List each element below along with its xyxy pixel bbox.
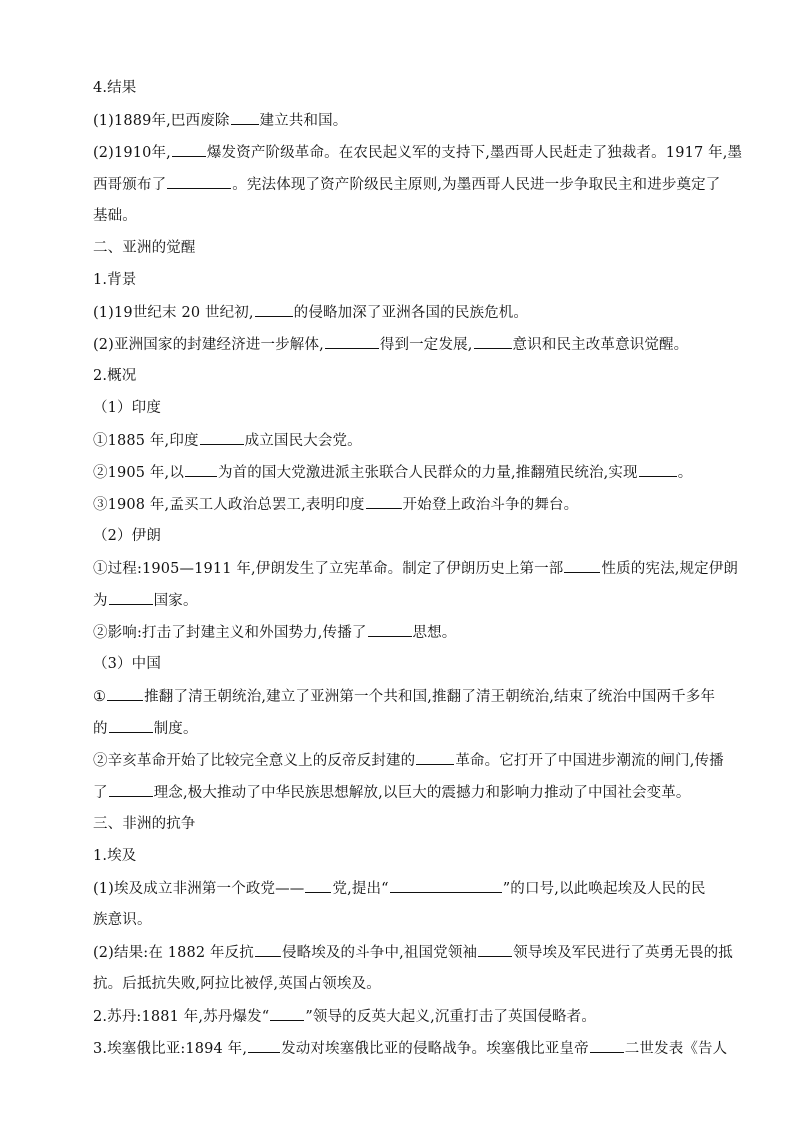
text-line: (2)1910年, 爆发资产阶级革命。在农民起义军的支持下,墨西哥人民赶走了独裁者。1917 年,墨 [93, 142, 713, 163]
fill-blank[interactable] [231, 110, 259, 125]
text-line: ②1905 年,以 为首的国大党激进派主张联合人民群众的力量,推翻殖民统治,实现 。 [93, 462, 713, 483]
text-line: 3.埃塞俄比亚:1894 年, 发动对埃塞俄比亚的侵略战争。埃塞俄比亚皇帝 二世发表《告人 [93, 1038, 713, 1059]
fill-blank[interactable] [478, 942, 512, 957]
text-line: 2.苏丹:1881 年,苏丹爆发“ ”领导的反英大起义,沉重打击了英国侵略者。 [93, 1006, 713, 1027]
subheading-china: （3）中国 [93, 656, 161, 672]
text-line: 西哥颁布了 。宪法体现了资产阶级民主原则,为墨西哥人民进一步争取民主和进步奠定了 [93, 174, 713, 195]
fill-blank[interactable] [416, 750, 454, 765]
text-line: 族意识。 [93, 912, 152, 928]
subheading-iran: （2）伊朗 [93, 528, 161, 544]
fill-blank[interactable] [167, 174, 231, 189]
subheading-background: 1.背景 [93, 272, 137, 288]
fill-blank[interactable] [185, 462, 217, 477]
fill-blank[interactable] [200, 430, 244, 445]
fill-blank[interactable] [390, 878, 502, 893]
fill-blank[interactable] [109, 590, 153, 605]
fill-blank[interactable] [305, 878, 331, 893]
fill-blank[interactable] [270, 1006, 304, 1021]
fill-blank[interactable] [564, 558, 600, 573]
text-line: (2)结果:在 1882 年反抗 侵略埃及的斗争中,祖国党领袖 领导埃及军民进行了英勇无畏的抵 [93, 942, 713, 963]
fill-blank[interactable] [590, 1038, 624, 1053]
text-line: 为 国家。 [93, 590, 713, 611]
fill-blank[interactable] [255, 942, 281, 957]
text-line: 抗。后抵抗失败,阿拉比被俘,英国占领埃及。 [93, 976, 381, 992]
subheading-india: （1）印度 [93, 400, 161, 416]
fill-blank[interactable] [107, 686, 143, 701]
fill-blank[interactable] [368, 622, 412, 637]
fill-blank[interactable] [248, 1038, 280, 1053]
text-line: (1)19世纪末 20 世纪初, 的侵略加深了亚洲各国的民族危机。 [93, 302, 713, 323]
text-line: (1)埃及成立非洲第一个政党—— 党,提出“ ”的口号,以此唤起埃及人民的民 [93, 878, 713, 899]
text-line: 的 制度。 [93, 718, 713, 739]
section-heading-africa: 三、非洲的抗争 [93, 816, 196, 832]
text-line: 了 理念,极大推动了中华民族思想解放,以巨大的震撼力和影响力推动了中国社会变革。 [93, 782, 713, 803]
fill-blank[interactable] [366, 494, 402, 509]
text-line: ①1885 年,印度 成立国民大会党。 [93, 430, 713, 451]
text-line: (1)1889年,巴西废除 建立共和国。 [93, 110, 713, 131]
text-line: ②影响:打击了封建主义和外国势力,传播了 思想。 [93, 622, 713, 643]
text-line: (2)亚洲国家的封建经济进一步解体, 得到一定发展, 意识和民主改革意识觉醒。 [93, 334, 713, 355]
text-line: ① 推翻了清王朝统治,建立了亚洲第一个共和国,推翻了清王朝统治,结束了统治中国两千多年 [93, 686, 713, 707]
text-line: ②辛亥革命开始了比较完全意义上的反帝反封建的 革命。它打开了中国进步潮流的闸门,传播 [93, 750, 713, 771]
section-heading-asia: 二、亚洲的觉醒 [93, 240, 196, 256]
text-line: 基础。 [93, 208, 137, 224]
fill-blank[interactable] [255, 302, 293, 317]
fill-blank[interactable] [474, 334, 512, 349]
text-line: ①过程:1905—1911 年,伊朗发生了立宪革命。制定了伊朗历史上第一部 性质的宪法,规定伊朗 [93, 558, 713, 579]
subheading-egypt: 1.埃及 [93, 848, 137, 864]
fill-blank[interactable] [172, 142, 206, 157]
section-heading-results: 4.结果 [93, 80, 137, 96]
fill-blank[interactable] [109, 782, 153, 797]
subheading-overview: 2.概况 [93, 368, 137, 384]
text-line: ③1908 年,孟买工人政治总罢工,表明印度 开始登上政治斗争的舞台。 [93, 494, 713, 515]
fill-blank[interactable] [325, 334, 379, 349]
fill-blank[interactable] [109, 718, 153, 733]
fill-blank[interactable] [639, 462, 677, 477]
